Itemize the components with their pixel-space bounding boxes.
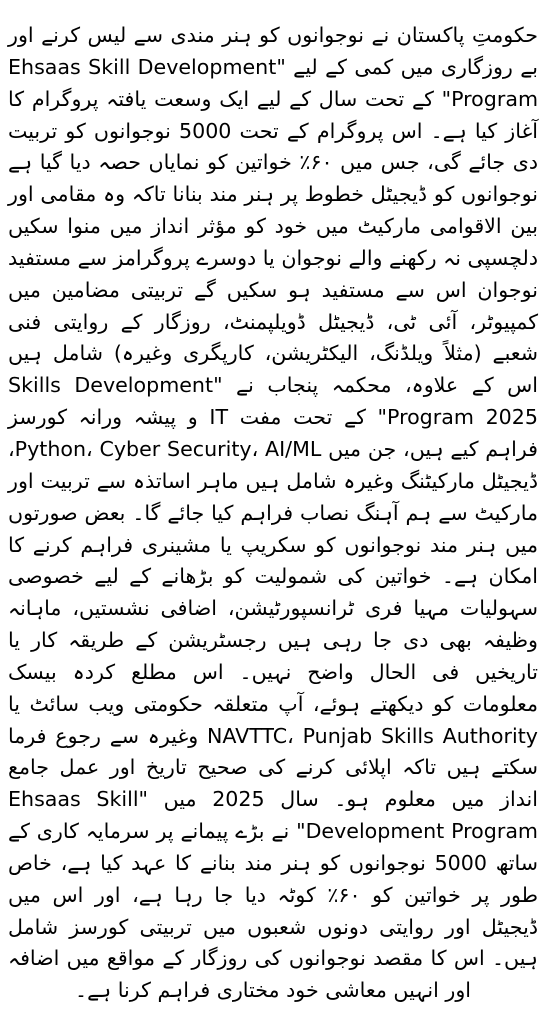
article-body: حکومتِ پاکستان نے نوجوانوں کو ہنر مندی سے لیس کرنے اور بے روزگاری میں کمی کے لیے "Ehsaas Skill Development Program" کے تحت سال کے لیے ایک وسعت یافتہ پروگرام کا آغاز کیا ہے۔ اس پروگرام کے تحت 5000 نوجوانوں کو تربیت دی جائے گی، جس میں ۶۰٪ خواتین کو نمایاں حصہ دیا گیا ہے نوجوانوں کو ڈیجیٹل خطوط پر ہنر مند بنانا تاکہ وہ مقامی اور بین الاقوامی مارکیٹ میں خود کو مؤثر انداز میں منوا سکیں دلچسپی نہ رکھنے والے نوجوان یا دوسرے پروگرامز سے مستفید نوجوان اس سے مستفید ہو سکیں گے تربیتی مضامین میں کمپیوٹر، آئی ٹی، ڈیجیٹل ڈویلپمنٹ، روزگار کے روایتی فنی شعبے (مثلاً ویلڈنگ، الیکٹریشن، کارپگری وغیرہ) شامل ہیں اس کے علاوہ، محکمہ پنجاب نے "Skills Development Program 2025" کے تحت مفت IT و پیشہ ورانہ کورسز فراہم کیے ہیں، جن میں Python، Cyber Security، AI/ML، ڈیجیٹل مارکیٹنگ وغیرہ شامل ہیں ماہر اساتذہ سے تربیت اور مارکیٹ سے ہم آہنگ نصاب فراہم کیا جائے گا۔ بعض صورتوں میں ہنر مند نوجوانوں کو سکریپ یا مشینری فراہم کرنے کا امکان ہے۔ خواتین کی شمولیت کو بڑھانے کے لیے خصوصی سہولیات مہیا فری ٹرانسپورٹیشن، اضافی نشستیں، ماہانہ وظیفہ بھی دی جا رہی ہیں رجسٹریشن کے طریقہ کار یا تاریخیں فی الحال واضح نہیں۔ اس مطلع کردہ بیسک معلومات کو دیکھتے ہوئے، آپ متعلقہ حکومتی ویب سائٹ یا NAVTTC، Punjab Skills Authority وغیرہ سے رجوع فرما سکتے ہیں تاکہ اپلائی کرنے کی صحیح تاریخ اور عمل جامع انداز میں معلوم ہو۔ سال 2025 میں "Ehsaas Skill Development Program" نے بڑے پیمانے پر سرمایہ کاری کے ساتھ 5000 نوجوانوں کو ہنر مند بنانے کا عہد کیا ہے، خاص طور پر خواتین کو ۶۰٪ کوٹہ دیا جا رہا ہے، اور اس میں ڈیجیٹل اور روایتی دونوں شعبوں میں تربیتی کورسز شامل ہیں۔ اس کا مقصد نوجوانوں کی روزگار کے مواقع میں اضافہ اور انہیں معاشی خود مختاری فراہم کرنا ہے۔: [8, 23, 539, 1003]
